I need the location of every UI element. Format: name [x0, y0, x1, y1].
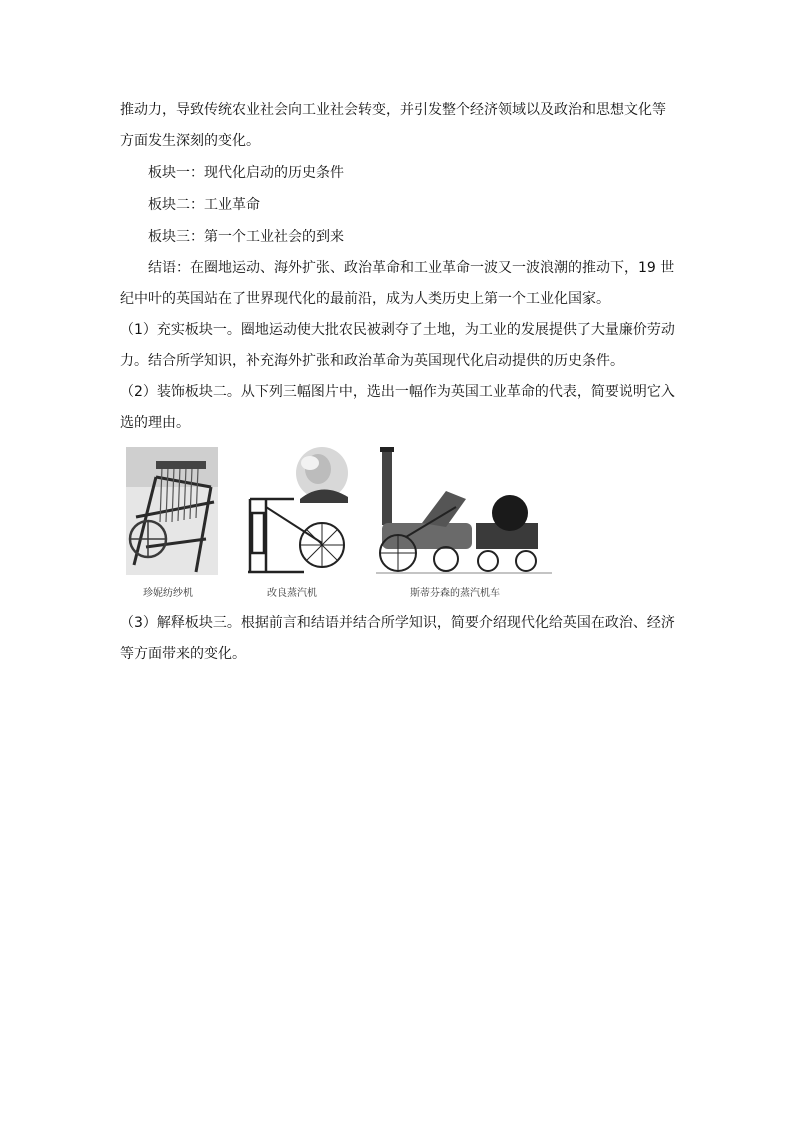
- question-2-line-2: 选的理由。: [120, 415, 190, 431]
- block-three-title: 板块三：第一个工业社会的到来: [148, 229, 344, 245]
- locomotive-image: [376, 447, 552, 577]
- spinning-jenny-caption: 珍妮纺纱机: [143, 588, 193, 599]
- block-one-title: 板块一：现代化启动的历史条件: [148, 165, 344, 181]
- intro-line-1: 推动力，导致传统农业社会向工业社会转变，并引发整个经济领域以及政治和思想文化等: [120, 102, 666, 118]
- intro-line-2: 方面发生深刻的变化。: [120, 133, 260, 149]
- steam-engine-caption: 改良蒸汽机: [267, 588, 317, 599]
- question-1-line-1: （1）充实板块一。圈地运动使大批农民被剥夺了土地，为工业的发展提供了大量廉价劳动: [120, 322, 675, 338]
- block-two-title: 板块二：工业革命: [148, 197, 260, 213]
- conclusion-line-2: 纪中叶的英国站在了世界现代化的最前沿，成为人类历史上第一个工业化国家。: [120, 291, 610, 307]
- spinning-jenny-image: [126, 447, 218, 575]
- question-3-line-2: 等方面带来的变化。: [120, 646, 246, 662]
- locomotive-caption: 斯蒂芬森的蒸汽机车: [410, 588, 500, 599]
- conclusion-line-1: 结语：在圈地运动、海外扩张、政治革命和工业革命一波又一波浪潮的推动下，19 世: [148, 260, 675, 276]
- steam-engine-image: [244, 447, 352, 575]
- question-2-line-1: （2）装饰板块二。从下列三幅图片中，选出一幅作为英国工业革命的代表，简要说明它入: [120, 384, 675, 400]
- question-3-line-1: （3）解释板块三。根据前言和结语并结合所学知识，简要介绍现代化给英国在政治、经济: [120, 615, 675, 631]
- question-1-line-2: 力。结合所学知识，补充海外扩张和政治革命为英国现代化启动提供的历史条件。: [120, 353, 624, 369]
